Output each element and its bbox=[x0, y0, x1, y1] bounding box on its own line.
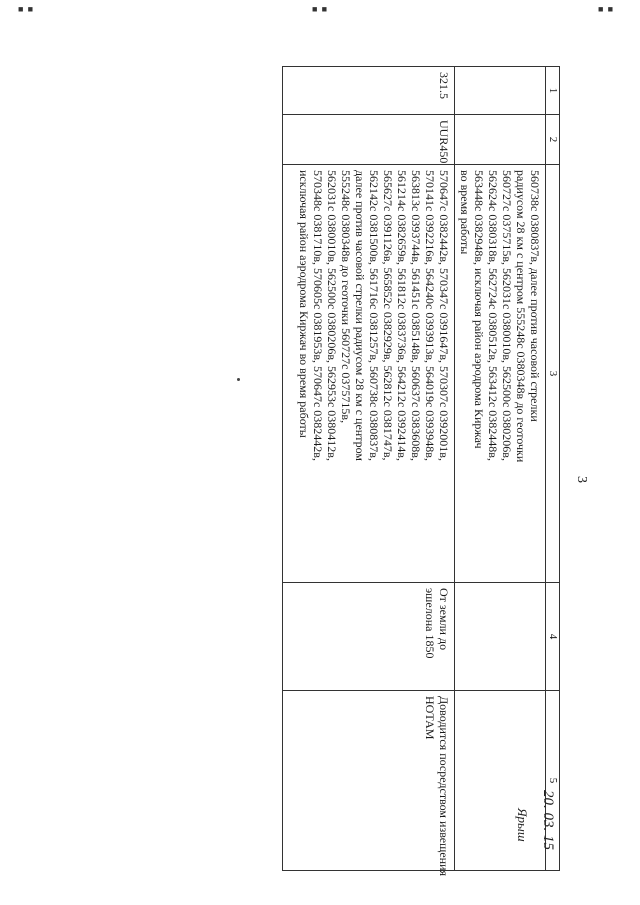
boundary-line: 570348с 0381710в, 570605с 0381953в, 570647с 0382442в, bbox=[311, 170, 325, 461]
boundary-line: 570647с 0382442в, 570347с 0391647в, 570307с 0392001в, bbox=[437, 170, 451, 461]
boundary-line: 562142с 0381500в, 561716с 0381257в, 560738с 0380837в, bbox=[367, 170, 381, 461]
cell-boundaries bbox=[455, 165, 546, 583]
page-number: 3 bbox=[574, 476, 589, 483]
notes-line: Доводится посредством извещения bbox=[437, 696, 451, 877]
header-cell: 4 bbox=[546, 583, 560, 691]
boundary-line: 560738с 0380837в, далее против часовой стрелки bbox=[528, 170, 542, 422]
airspace-table bbox=[282, 66, 560, 877]
header-cell: 3 bbox=[546, 165, 560, 583]
limits-line: эшелона 1850 bbox=[423, 588, 437, 659]
handwritten-signature: Ярыш bbox=[515, 808, 530, 842]
header-cell: 2 bbox=[546, 115, 560, 165]
ink-dot bbox=[237, 378, 240, 381]
boundary-line: 562031с 0380010в, 562500с 0380206в, 562953с 0380412в, bbox=[325, 170, 339, 461]
header-cell: 5 bbox=[546, 691, 560, 871]
boundary-line: 565627с 0391126в, 565852с 0382929в, 562812с 0381747в, bbox=[381, 170, 395, 461]
cell-limits bbox=[455, 583, 546, 691]
boundary-line: 563813с 0393744в, 561451с 0385148в, 560637с 0383608в, bbox=[409, 170, 423, 461]
boundary-line: 562624с 0380318в, 562724с 0380512в, 563412с 0382448в, bbox=[486, 170, 500, 461]
cell-number bbox=[455, 67, 546, 115]
boundary-line: далее против часовой стрелки радиусом 28 км с центром bbox=[353, 170, 367, 461]
table-header-row bbox=[546, 67, 560, 871]
cell-boundaries bbox=[283, 165, 455, 583]
limits-line: От земли до bbox=[437, 588, 451, 651]
cell-designator bbox=[455, 115, 546, 165]
boundary-line: 555248с 0380348в до геоточки 560727с 0375715в, bbox=[339, 170, 353, 424]
boundary-line: 563448с 0382948в, исключая район аэродрома Киржач bbox=[472, 170, 486, 449]
boundary-line: радиусом 28 км с центром 555248с 0380348в до геоточки bbox=[514, 170, 528, 463]
corner-mark: ■ ■ bbox=[598, 4, 615, 14]
boundary-line: исключая район аэродрома Киржач во время работы bbox=[297, 170, 311, 438]
boundary-line: во время работы bbox=[458, 170, 472, 255]
cell-limits bbox=[283, 583, 455, 691]
boundary-line: 570141с 0392216в, 564240с 0393913в, 564019с 0393948в, bbox=[423, 170, 437, 461]
boundary-line: 561214с 0382659в, 561812с 0383736в, 564212с 0392414в, bbox=[395, 170, 409, 461]
header-cell: 1 bbox=[546, 67, 560, 115]
corner-mark: ■ ■ bbox=[18, 4, 35, 14]
cell-designator: UUR450 bbox=[283, 115, 455, 165]
table-row bbox=[283, 67, 455, 871]
cell-notes bbox=[283, 691, 455, 877]
corner-mark: ■ ■ bbox=[312, 4, 329, 14]
table-row bbox=[455, 67, 546, 871]
notes-line: НОТАМ bbox=[423, 696, 437, 740]
cell-notes bbox=[455, 691, 546, 871]
boundary-line: 560727с 0375715в, 562031с 0380010в, 562500с 0380206в, bbox=[500, 170, 514, 461]
cell-number: 321.5 bbox=[283, 67, 455, 115]
handwritten-date: 20. 03. 15 bbox=[540, 790, 556, 850]
